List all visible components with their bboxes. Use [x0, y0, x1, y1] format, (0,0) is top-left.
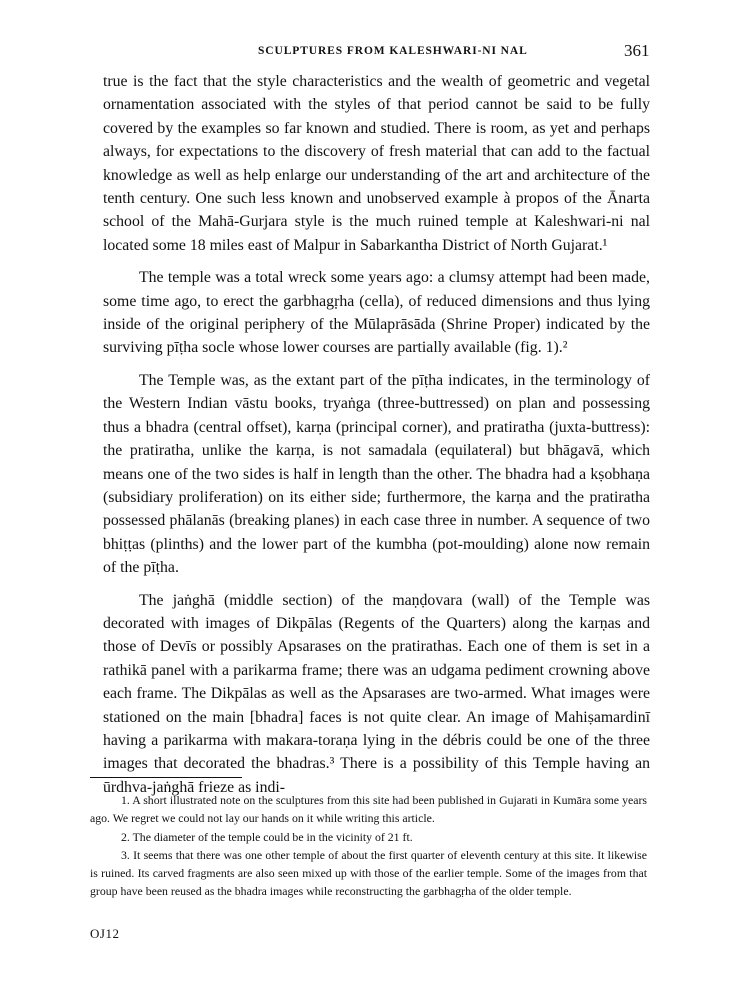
page-header [0, 41, 737, 67]
running-head: SCULPTURES FROM KALESHWARI-NI NAL [258, 45, 528, 57]
footnote-1: 1. A short illustrated note on the sculptures from this site had been published in Gujarati in Kumāra some years ago. We regret we could not lay our hands on it while writing this article. [90, 793, 647, 826]
footnote-rule [90, 777, 242, 778]
paragraph-1: true is the fact that the style characteristics and the wealth of geometric and vegetal ornamentation associated with the styles of that period cannot be said to be fully covered by the examples so far known and studied. There is room, as yet and perhaps always, for expectations to the discovery of fresh material that can add to the factual knowledge as well as help enlarge our understanding of the art and architecture of the tenth century. One such less known and unobserved example à propos of the Ānarta school of the Mahā-Gurjara style is the much ruined temple at Kaleshwari-ni nal located some 18 miles east of Malpur in Sabarkantha District of North Gujarat.¹ [103, 73, 650, 254]
footnotes [90, 791, 647, 901]
paragraph-2: The temple was a total wreck some years ago: a clumsy attempt had been made, some time ago, to erect the garbhagṛha (cella), of reduced dimensions and thus lying inside of the original periphery of the Mūlaprāsāda (Shrine Proper) indicated by the surviving pīṭha socle whose lower courses are partially available (fig. 1).² [103, 269, 650, 357]
paragraph-3: The Temple was, as the extant part of the pīṭha indicates, in the terminology of the Western Indian vāstu books, tryaṅga (three-buttressed) on plan and possessing thus a bhadra (central offset), karṇa (principal corner), and pratiratha (juxta-buttress): the pratiratha, unlike the karṇa, is not samadala (equilateral) but bhāgavā, which means one of the two sides is half in length than the other. The bhadra had a kṣobhaṇa (subsidiary proliferation) on its either side; furthermore, the karṇa and the pratiratha possessed phālanās (breaking planes) in each case three in number. A sequence of two bhiṭṭas (plinths) and the lower part of the kumbha (pot-moulding) alone now remain of the pīṭha. [103, 371, 650, 577]
body-text [103, 70, 650, 808]
footnote-2: 2. The diameter of the temple could be in the vicinity of 21 ft. [121, 829, 413, 844]
printer-signature: OJ12 [90, 926, 120, 941]
paragraph-4: The jaṅghā (middle section) of the maṇḍovara (wall) of the Temple was decorated with images of Dikpālas (Regents of the Quarters) along the karṇas and those of Devīs or possibly Apsarases on the pratirathas. Each one of them is set in a rathikā panel with a parikarma frame; there was an udgama pediment crowning above each frame. The Dikpālas as well as the Apsarases are two-armed. What images were stationed on the main [bhadra] faces is not quite clear. An image of Mahiṣamardinī having a parikarma with makara-toraṇa lying in the débris could be one of the three images that decorated the bhadras.³ There is a possibility of this Temple having an ūrdhva-jaṅghā frieze as indi- [103, 591, 650, 796]
footnote-3: 3. It seems that there was one other temple of about the first quarter of eleventh century at this site. It likewise is ruined. Its carved fragments are also seen mixed up with those of the earlier temple. Some of the images from that group have been reused as the bhadra images while reconstructing the garbhagṛha of the older temple. [90, 847, 647, 899]
page-number: 361 [624, 41, 650, 60]
